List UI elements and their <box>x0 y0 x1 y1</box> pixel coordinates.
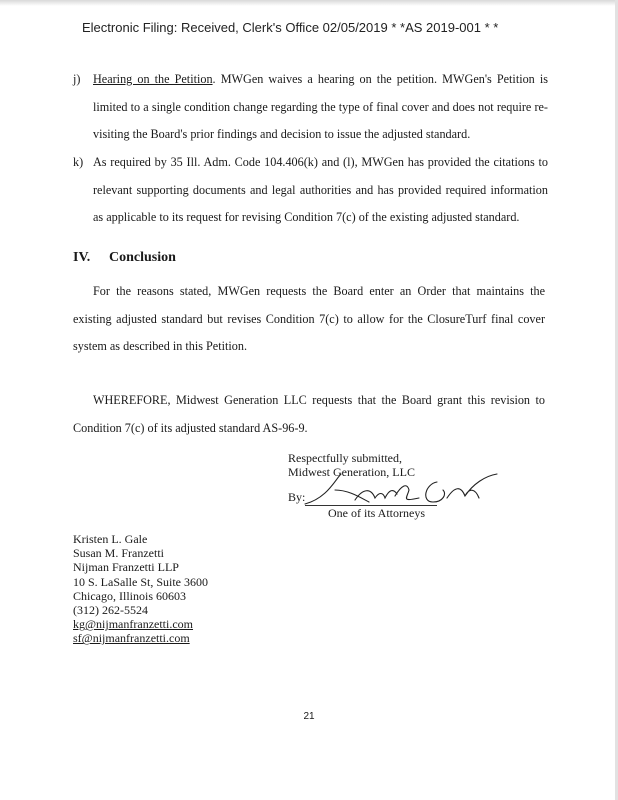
filing-header: Electronic Filing: Received, Clerk's Office 02/05/2019 * *AS 2019-001 * * <box>82 20 499 35</box>
counsel-line: 10 S. LaSalle St, Suite 3600 <box>73 574 208 589</box>
section-title: Conclusion <box>109 250 176 265</box>
item-body-j: . MWGen waives a hearing on the petition. MWGen's Petition is limited to a single condition change regarding the type of final cover and does not require re-visiting the Board's prior findings and decision to issue the adjusted standard. <box>93 72 548 141</box>
conclusion-paragraph: For the reasons stated, MWGen requests the Board enter an Order that maintains the existing adjusted standard but revises Condition 7(c) to allow for the ClosureTurf final cover system as described in this Petition. <box>73 284 545 353</box>
signature-caption: One of its Attorneys <box>328 506 425 520</box>
page-top-edge <box>0 0 618 6</box>
page-number: 21 <box>303 711 315 722</box>
item-label-k: k) <box>73 155 84 169</box>
counsel-block <box>73 532 208 646</box>
counsel-line: Nijman Franzetti LLP <box>73 560 179 575</box>
email-link[interactable]: kg@nijmanfranzetti.com <box>73 617 194 632</box>
by-label: By: <box>288 490 306 504</box>
paragraph-j <box>73 66 548 149</box>
item-label-j: j) <box>73 72 81 86</box>
section-number: IV. <box>73 250 91 265</box>
item-body-k: As required by 35 Ill. Adm. Code 104.406(k) and (l), MWGen has provided the citations to relevant supporting documents and legal authorities and has provided required information as applicable to its request for revising Condition 7(c) of the existing adjusted standard. <box>93 155 548 224</box>
counsel-line: (312) 262-5524 <box>73 603 148 618</box>
paragraph-k <box>73 149 548 232</box>
wherefore-paragraph: WHEREFORE, Midwest Generation LLC requests that the Board grant this revision to Condition 7(c) of its adjusted standard AS-96-9. <box>73 393 545 435</box>
item-text-j <box>93 66 548 149</box>
item-title-j: Hearing on the Petition <box>93 72 213 86</box>
email-link[interactable]: sf@nijmanfranzetti.com <box>73 631 190 646</box>
counsel-line: Chicago, Illinois 60603 <box>73 588 186 603</box>
counsel-line: Kristen L. Gale <box>73 532 148 546</box>
counsel-line: Susan M. Franzetti <box>73 546 164 561</box>
party-name: Midwest Generation, LLC <box>288 465 415 479</box>
section-heading <box>73 250 176 266</box>
closing-text: Respectfully submitted, <box>288 451 402 465</box>
